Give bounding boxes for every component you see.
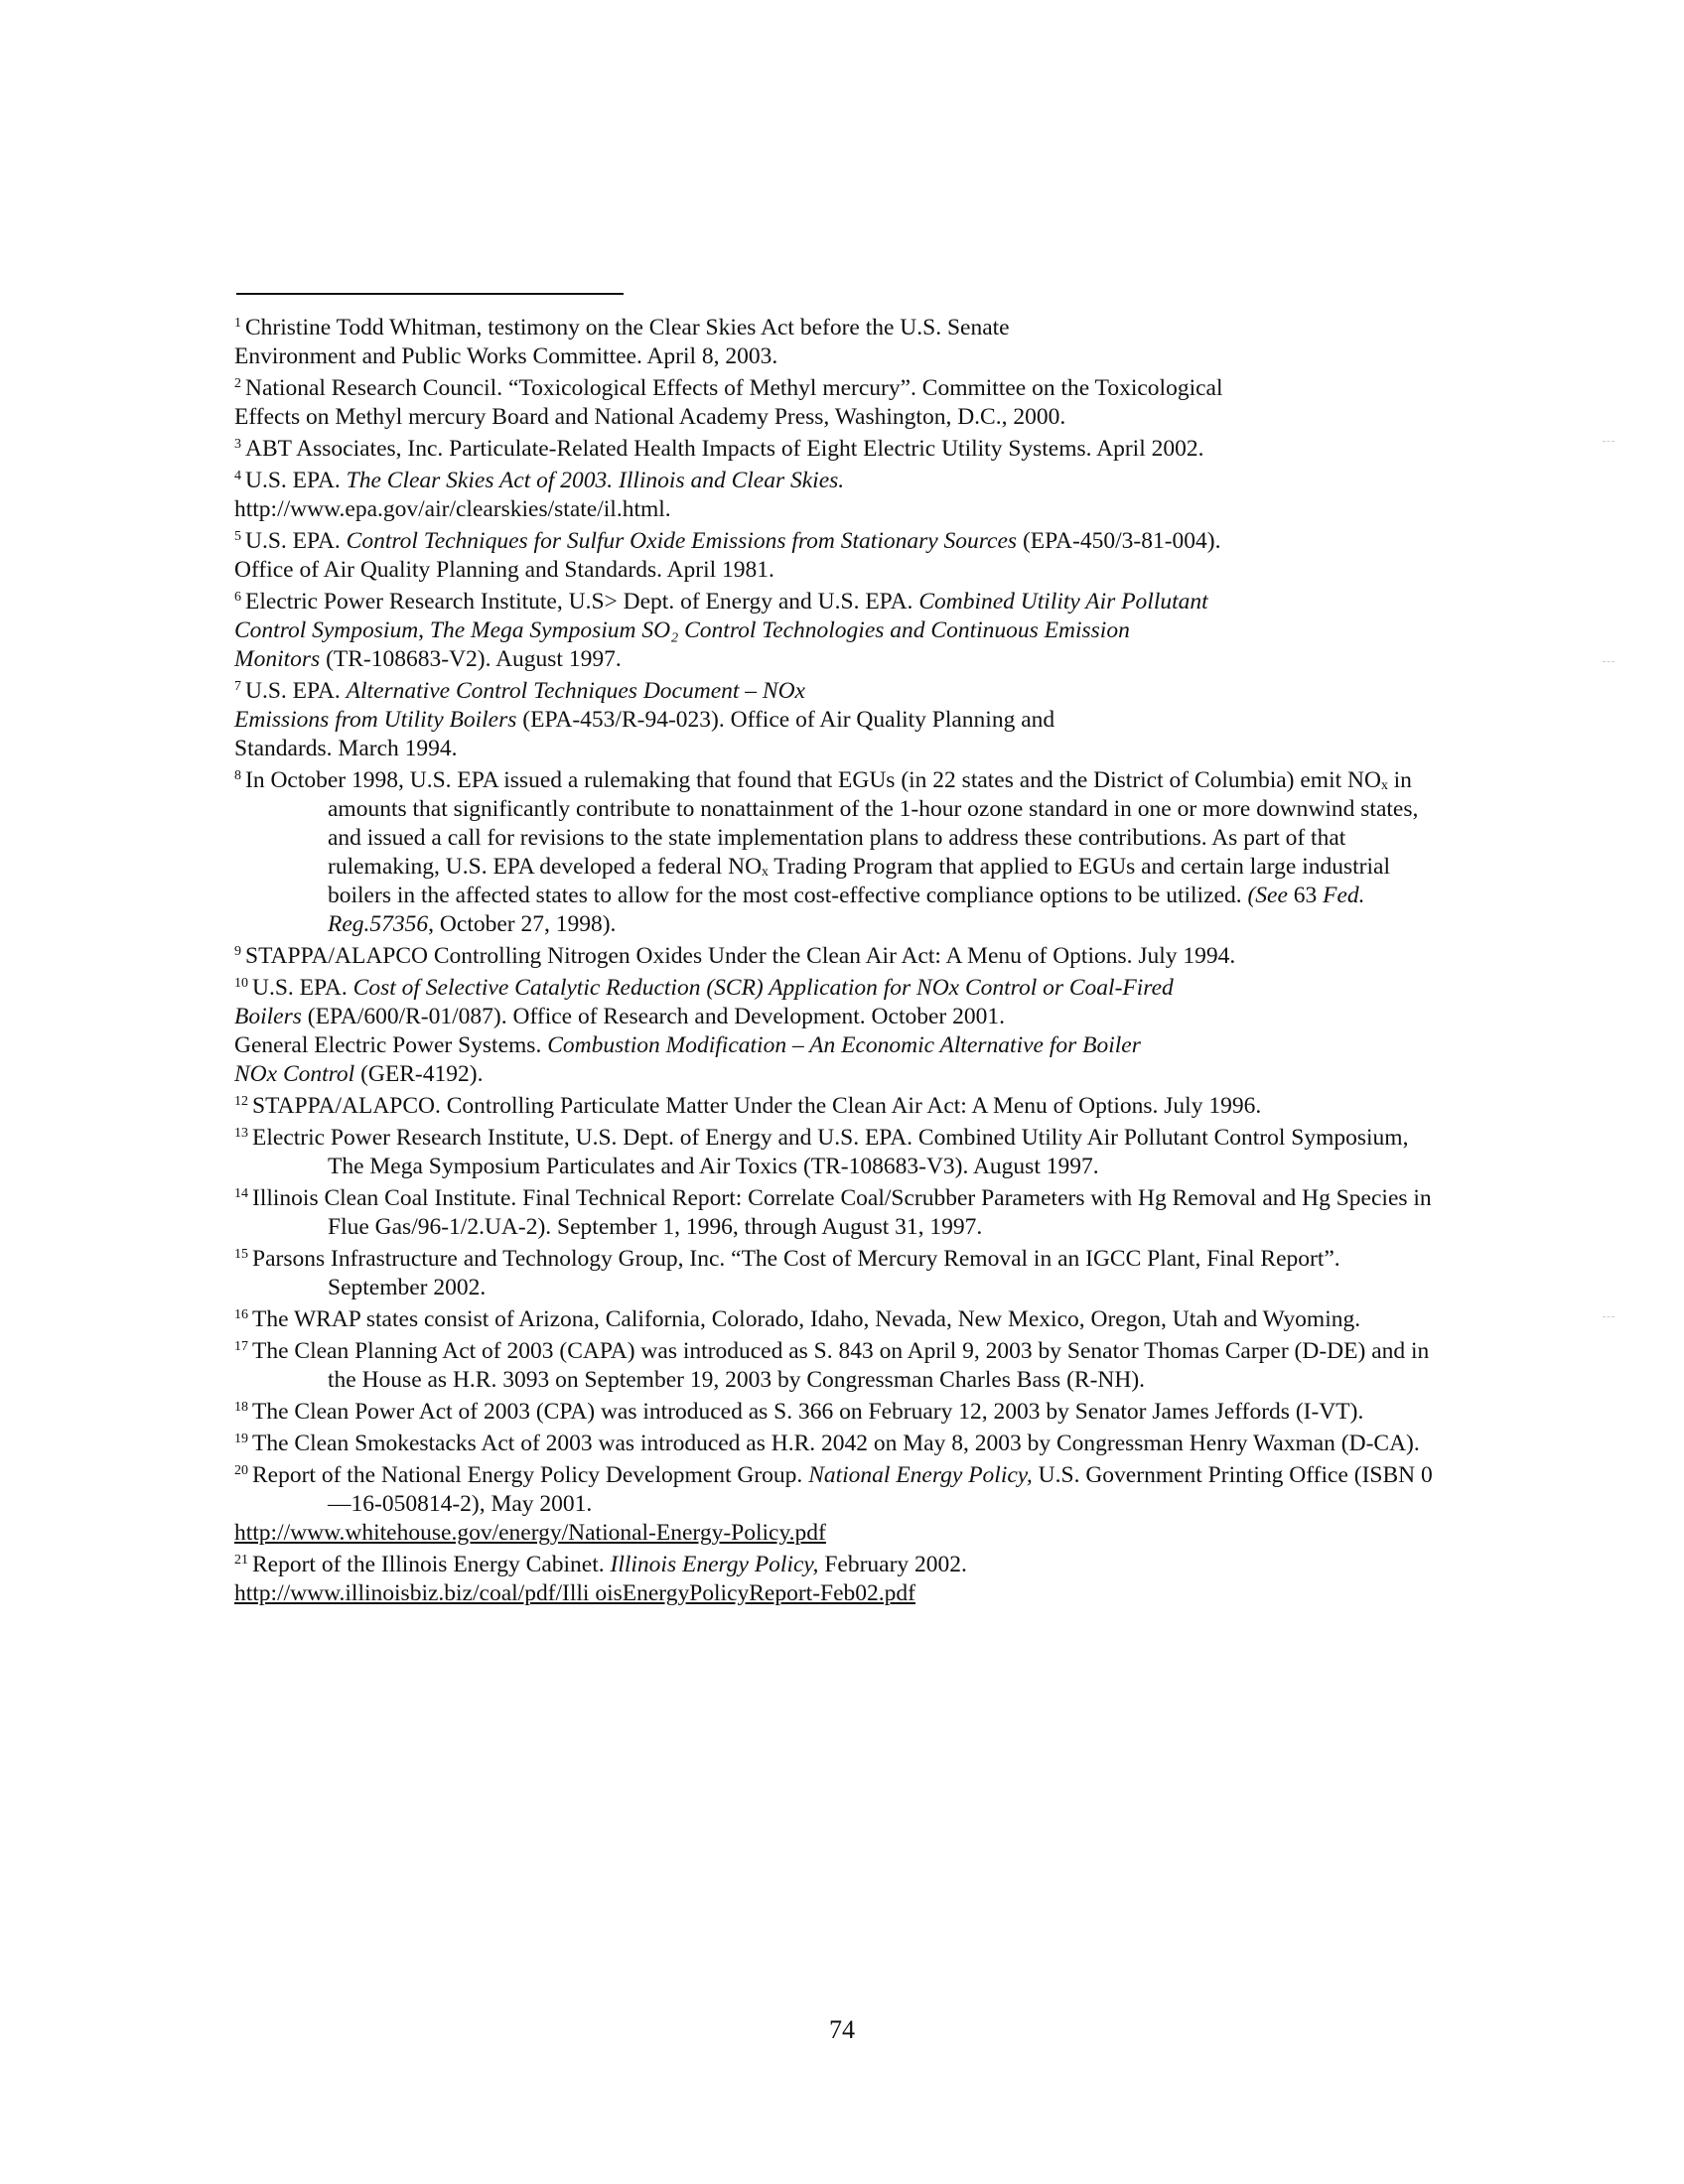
footnote-text: Alternative Control Techniques Document – NOx xyxy=(346,678,805,704)
footnote-text: ABT Associates, Inc. Particulate-Related Health Impacts of Eight Electric Utility Systems. April 2002. xyxy=(245,436,1204,462)
footnote-19 xyxy=(234,1430,1436,1458)
footnote-text: (See xyxy=(1247,883,1288,908)
footnote-text: Fed. Reg.57356 xyxy=(328,883,1365,937)
footnote-text: Electric Power Research Institute, U.S. Dept. of Energy and U.S. EPA. Combined Utility Air Pollutant Control Symposium, The Mega Symposium Particulates and Air Toxics (TR-108683-V3). August 1997. xyxy=(252,1125,1409,1179)
footnotes-list xyxy=(234,314,1436,1611)
footnote-text: STAPPA/ALAPCO. Controlling Particulate Matter Under the Clean Air Act: A Menu of Options. July 1996. xyxy=(252,1093,1262,1119)
page-number: 74 xyxy=(829,2015,855,2044)
footnote-text: In October 1998, U.S. EPA issued a rulemaking that found that EGUs (in 22 states and the District of Columbia) emit NOₓ in amounts that significantly contribute to nonattainment of the 1-hour ozone standard in one or more downwind states, and issued a call for revisions to the state implementation plans to address these contributions. As part of that rulemaking, U.S. EPA developed a federal NOₓ Trading Program that applied to EGUs and certain large industrial boilers in the affected states to allow for the most cost-effective compliance options to be utilized. xyxy=(245,767,1419,908)
footnote-2 xyxy=(234,374,1436,432)
footnote-continuation-line xyxy=(234,1519,1436,1548)
footnote-1 xyxy=(234,314,1436,371)
footnote-text: U.S. EPA. xyxy=(245,678,347,704)
footnote-number: 7 xyxy=(234,679,241,694)
footnote-text: The Clean Smokestacks Act of 2003 was introduced as H.R. 2042 on May 8, 2003 by Congressman Henry Waxman (D-CA). xyxy=(252,1431,1420,1456)
footnote-number: 1 xyxy=(234,316,241,331)
footnote-16 xyxy=(234,1305,1436,1334)
footnote-number: 16 xyxy=(234,1307,248,1322)
footnote-text: 63 xyxy=(1287,883,1324,908)
footnote-10 xyxy=(234,974,1436,1089)
footnote-text: Monitors xyxy=(234,646,321,672)
footnote-number: 13 xyxy=(234,1126,248,1141)
footnote-continuation-line xyxy=(234,495,1436,524)
footnote-separator-rule xyxy=(236,293,624,295)
footnote-text: U.S. Government Printing Office (ISBN 0—16-050814-2), May 2001. xyxy=(328,1462,1433,1517)
footnote-text: Combustion Modification – An Economic Alternative for Boiler xyxy=(547,1032,1141,1058)
footnote-continuation-line xyxy=(234,645,1436,674)
footnote-text: Illinois Energy Policy, xyxy=(610,1552,819,1577)
footnote-3 xyxy=(234,435,1436,464)
footnote-text: Standards. March 1994. xyxy=(234,736,458,761)
footnote-text: (TR-108683-V2). August 1997. xyxy=(320,646,622,672)
footnote-number: 2 xyxy=(234,376,241,391)
footnote-text: General Electric Power Systems. xyxy=(234,1032,548,1058)
footnote-text: U.S. EPA. xyxy=(245,528,347,554)
footnote-continuation-line xyxy=(234,342,1436,371)
footnote-text: (EPA/600/R-01/087). Office of Research and Development. October 2001. xyxy=(301,1004,1005,1029)
footnote-text: Control Techniques for Sulfur Oxide Emissions from Stationary Sources xyxy=(346,528,1018,554)
footnote-4 xyxy=(234,467,1436,524)
footnote-text: The Clean Planning Act of 2003 (CAPA) was introduced as S. 843 on April 9, 2003 by Senator Thomas Carper (D-DE) and in the House as H.R. 3093 on September 19, 2003 by Congressman Charles Bass (R-NH). xyxy=(252,1338,1430,1393)
footnote-link[interactable]: http://www.illinoisbiz.biz/coal/pdf/Illi oisEnergyPolicyReport-Feb02.pdf xyxy=(234,1580,915,1606)
footnote-text: Combined Utility Air Pollutant xyxy=(918,589,1208,614)
footnote-number: 8 xyxy=(234,768,241,783)
footnote-text: http://www.epa.gov/air/clearskies/state/il.html. xyxy=(234,496,671,522)
footnote-continuation-line xyxy=(234,706,1436,735)
footnote-text: (EPA-453/R-94-023). Office of Air Quality Planning and xyxy=(516,707,1055,733)
footnote-continuation-line xyxy=(234,403,1436,432)
footnote-text: National Energy Policy, xyxy=(808,1462,1033,1488)
scan-artifact-mark xyxy=(1603,661,1614,662)
footnote-text: (GER-4192). xyxy=(354,1061,484,1087)
footnote-number: 21 xyxy=(234,1553,248,1568)
footnote-text: U.S. EPA. xyxy=(252,975,353,1001)
footnote-continuation-line xyxy=(234,1003,1436,1031)
footnote-18 xyxy=(234,1398,1436,1427)
footnote-12 xyxy=(234,1092,1436,1121)
footnote-continuation-line xyxy=(234,1060,1436,1089)
footnote-number: 4 xyxy=(234,469,241,483)
footnote-text: Christine Todd Whitman, testimony on the Clear Skies Act before the U.S. Senate xyxy=(245,315,1010,341)
footnote-text: Effects on Methyl mercury Board and National Academy Press, Washington, D.C., 2000. xyxy=(234,404,1066,430)
footnote-21 xyxy=(234,1551,1436,1608)
footnote-number: 15 xyxy=(234,1247,248,1262)
footnote-text: The Clear Skies Act of 2003. Illinois and Clear Skies. xyxy=(346,468,845,493)
footnote-text: Emissions from Utility Boilers xyxy=(234,707,517,733)
footnote-text: NOx Control xyxy=(234,1061,355,1087)
footnote-text: (EPA-450/3-81-004). xyxy=(1017,528,1221,554)
footnote-13 xyxy=(234,1124,1436,1181)
footnote-continuation-line xyxy=(234,616,1436,645)
scan-artifact-mark xyxy=(1603,441,1614,442)
footnote-continuation-line xyxy=(234,735,1436,763)
footnote-9 xyxy=(234,942,1436,971)
footnote-text: Parsons Infrastructure and Technology Group, Inc. “The Cost of Mercury Removal in an IGCC Plant, Final Report”. September 2002. xyxy=(252,1246,1340,1300)
footnote-20 xyxy=(234,1461,1436,1548)
footnote-number: 6 xyxy=(234,590,241,605)
footnote-number: 20 xyxy=(234,1463,248,1478)
footnote-15 xyxy=(234,1245,1436,1302)
footnote-text: Illinois Clean Coal Institute. Final Technical Report: Correlate Coal/Scrubber Parameters with Hg Removal and Hg Species in Flue Gas/96-1/2.UA-2). September 1, 1996, through August 31, 1997. xyxy=(252,1185,1432,1240)
footnote-number: 19 xyxy=(234,1432,248,1446)
footnote-7 xyxy=(234,677,1436,763)
footnote-text: Control Symposium, The Mega Symposium SO₂ Control Technologies and Continuous Emission xyxy=(234,617,1130,643)
footnote-text: Environment and Public Works Committee. April 8, 2003. xyxy=(234,343,778,369)
footnote-continuation-line xyxy=(234,556,1436,585)
footnote-continuation-line xyxy=(234,1579,1436,1608)
footnote-number: 14 xyxy=(234,1186,248,1201)
footnote-number: 5 xyxy=(234,529,241,544)
footnote-8 xyxy=(234,766,1436,939)
footnote-number: 18 xyxy=(234,1400,248,1415)
footnote-text: The WRAP states consist of Arizona, California, Colorado, Idaho, Nevada, New Mexico, Oregon, Utah and Wyoming. xyxy=(252,1306,1361,1332)
footnote-text: , October 27, 1998). xyxy=(428,911,617,937)
footnote-text: February 2002. xyxy=(818,1552,967,1577)
footnote-text: Cost of Selective Catalytic Reduction (SCR) Application for NOx Control or Coal-Fired xyxy=(352,975,1174,1001)
footnote-number: 10 xyxy=(234,976,248,991)
footnote-number: 3 xyxy=(234,437,241,452)
footnote-text: National Research Council. “Toxicological Effects of Methyl mercury”. Committee on the Toxicological xyxy=(245,375,1223,401)
footnote-number: 12 xyxy=(234,1094,248,1109)
footnote-text: Boilers xyxy=(234,1004,302,1029)
footnote-text: Office of Air Quality Planning and Standards. April 1981. xyxy=(234,557,774,583)
footnote-text: The Clean Power Act of 2003 (CPA) was introduced as S. 366 on February 12, 2003 by Senator James Jeffords (I-VT). xyxy=(252,1399,1364,1425)
footnote-14 xyxy=(234,1184,1436,1242)
footnote-number: 9 xyxy=(234,944,241,959)
footnote-text: U.S. EPA. xyxy=(245,468,347,493)
footnote-text: STAPPA/ALAPCO Controlling Nitrogen Oxides Under the Clean Air Act: A Menu of Options. July 1994. xyxy=(245,943,1236,969)
footnote-5 xyxy=(234,527,1436,585)
footnote-number: 17 xyxy=(234,1339,248,1354)
footnote-link[interactable]: http://www.whitehouse.gov/energy/National-Energy-Policy.pdf xyxy=(234,1520,826,1546)
footnote-continuation-line xyxy=(234,1031,1436,1060)
scan-artifact-mark xyxy=(1603,1316,1614,1317)
footnote-17 xyxy=(234,1337,1436,1395)
footnote-text: Report of the Illinois Energy Cabinet. xyxy=(252,1552,611,1577)
footnote-text: Electric Power Research Institute, U.S> Dept. of Energy and U.S. EPA. xyxy=(245,589,919,614)
footnote-6 xyxy=(234,588,1436,674)
footnote-text: Report of the National Energy Policy Development Group. xyxy=(252,1462,809,1488)
